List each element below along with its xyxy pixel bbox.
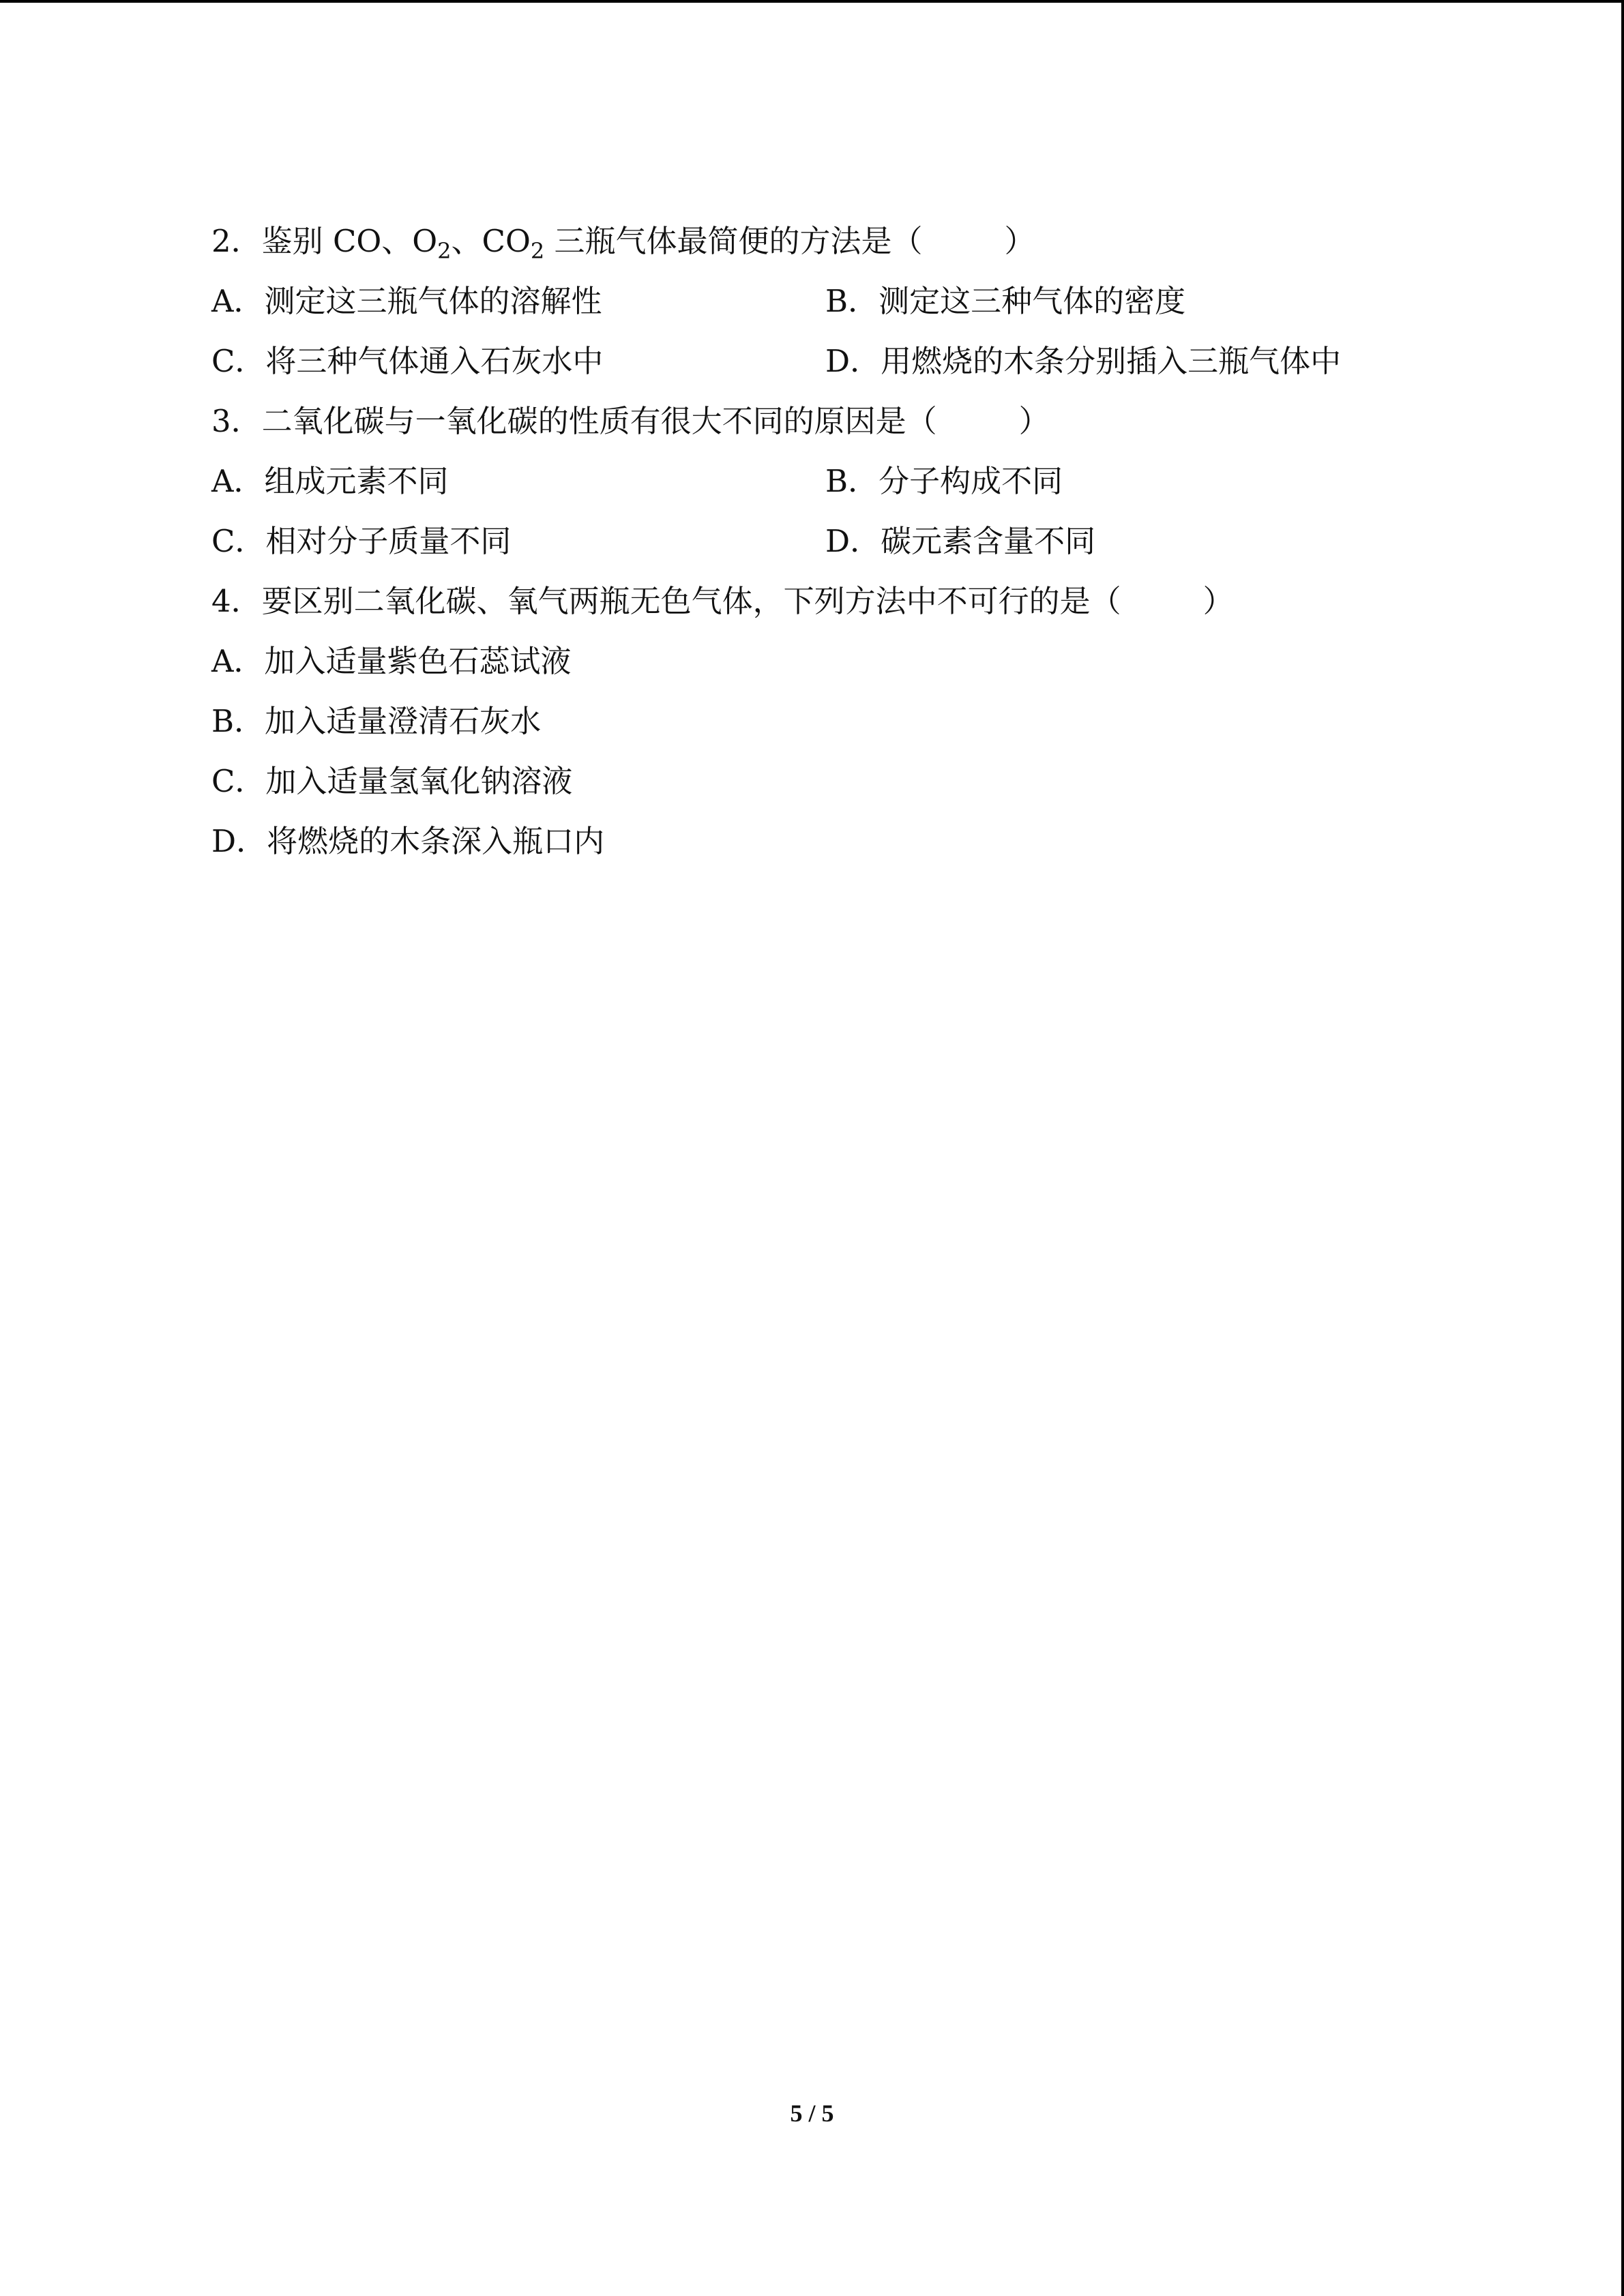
question-number: 2． (211, 223, 262, 259)
option-b: B．分子构成不同 (825, 463, 1063, 499)
question-3-options-row-1 (211, 451, 1439, 511)
question-2-options-row-2 (211, 331, 1439, 391)
question-number: 4． (211, 583, 262, 619)
question-text-close: ） (1018, 403, 1050, 439)
question-2-options-row-1 (211, 271, 1439, 331)
option-d: D．将燃烧的木条深入瓶口内 (211, 823, 605, 859)
question-2-stem (211, 211, 1439, 271)
question-text-part: 、CO (451, 223, 531, 259)
option-c: C．相对分子质量不同 (211, 523, 512, 559)
subscript: 2 (437, 238, 452, 264)
option-c: C．加入适量氢氧化钠溶液 (211, 763, 573, 799)
page-top-border (0, 0, 1624, 3)
option-c: C．将三种气体通入石灰水中 (211, 343, 604, 379)
page-right-border (1621, 0, 1624, 2296)
question-3-options-row-2 (211, 511, 1439, 571)
question-text-close: ） (1202, 583, 1234, 619)
option-a: A．组成元素不同 (211, 463, 449, 499)
option-a: A．加入适量紫色石蕊试液 (211, 643, 572, 679)
question-number: 3． (211, 403, 262, 439)
question-text: 二氧化碳与一氧化碳的性质有很大不同的原因是（ (261, 403, 937, 439)
option-b: B．测定这三种气体的密度 (825, 283, 1186, 319)
question-text-part: ） (1004, 223, 1035, 259)
option-d: D．用燃烧的木条分别插入三瓶气体中 (825, 343, 1342, 379)
option-b: B．加入适量澄清石灰水 (211, 703, 542, 739)
question-3-stem (211, 391, 1439, 451)
option-a: A．测定这三瓶气体的溶解性 (211, 283, 602, 319)
subscript: 2 (530, 238, 545, 264)
question-text-part: 鉴别 CO、O (261, 223, 438, 259)
document-body (211, 211, 1439, 871)
question-text: 要区别二氧化碳、氧气两瓶无色气体，下列方法中不可行的是（ (261, 583, 1121, 619)
page-number: 5 / 5 (790, 2100, 834, 2127)
question-text-part: 三瓶气体最简便的方法是（ (544, 223, 923, 259)
question-4-stem (211, 571, 1439, 631)
option-d: D．碳元素含量不同 (825, 523, 1096, 559)
